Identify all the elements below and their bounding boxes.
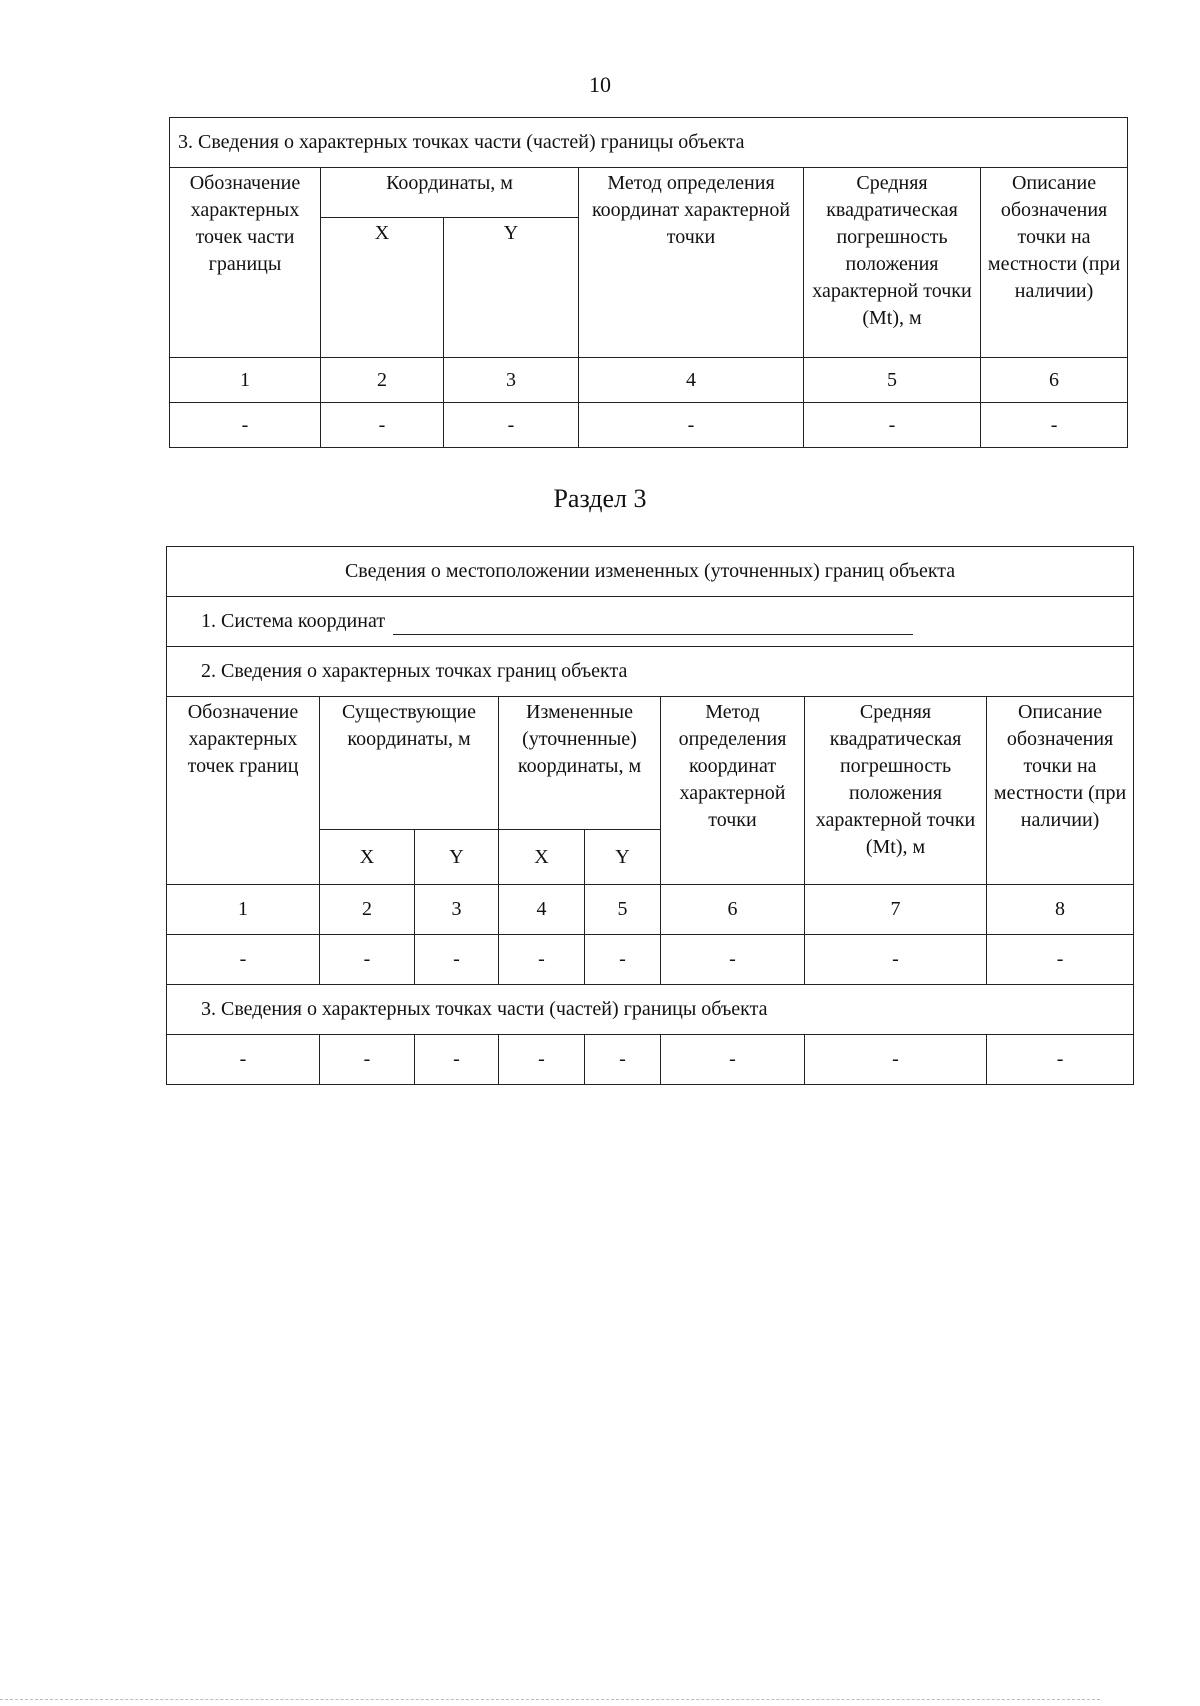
table-cell: - bbox=[804, 403, 981, 448]
table-cell: - bbox=[321, 403, 444, 448]
header-method: Метод определения координат характерной точки bbox=[661, 697, 805, 885]
column-number: 4 bbox=[499, 885, 585, 935]
header-changed-coordinates: Измененные (уточненные) координаты, м bbox=[499, 697, 661, 830]
table-cell: - bbox=[585, 935, 661, 985]
table-cell: - bbox=[415, 1035, 499, 1085]
characteristic-points-table bbox=[169, 117, 1128, 448]
column-number: 1 bbox=[170, 358, 321, 403]
page-number: 10 bbox=[589, 72, 611, 97]
header-error: Средняя квадратическая погрешность положения характерной точки (Mt), м bbox=[805, 697, 987, 885]
column-number: 3 bbox=[415, 885, 499, 935]
column-number: 2 bbox=[321, 358, 444, 403]
parts-title: 3. Сведения о характерных точках части (частей) границы объекта bbox=[167, 985, 1134, 1035]
table-cell: - bbox=[415, 935, 499, 985]
table-cell: - bbox=[167, 1035, 320, 1085]
table-cell: - bbox=[585, 1035, 661, 1085]
header-x: X bbox=[321, 218, 444, 358]
table-cell: - bbox=[320, 935, 415, 985]
table-cell: - bbox=[805, 935, 987, 985]
column-number: 8 bbox=[987, 885, 1134, 935]
scan-edge-line bbox=[0, 1699, 1100, 1700]
column-number: 3 bbox=[444, 358, 579, 403]
table-cell: - bbox=[987, 935, 1134, 985]
table-cell: - bbox=[499, 935, 585, 985]
table-cell: - bbox=[499, 1035, 585, 1085]
points-title: 2. Сведения о характерных точках границ объекта bbox=[167, 647, 1134, 697]
header-coordinates: Координаты, м bbox=[321, 168, 579, 218]
header-designation: Обозначение характерных точек границ bbox=[167, 697, 320, 885]
table-title: Сведения о местоположении измененных (уточненных) границ объекта bbox=[167, 547, 1134, 597]
table-cell: - bbox=[661, 1035, 805, 1085]
header-description: Описание обозначения точки на местности (при наличии) bbox=[981, 168, 1128, 358]
header-designation: Обозначение характерных точек части границы bbox=[170, 168, 321, 358]
header-x: X bbox=[499, 830, 585, 885]
column-number: 1 bbox=[167, 885, 320, 935]
table-cell: - bbox=[661, 935, 805, 985]
header-method: Метод определения координат характерной точки bbox=[579, 168, 804, 358]
table-cell: - bbox=[981, 403, 1128, 448]
column-number: 5 bbox=[804, 358, 981, 403]
column-number: 5 bbox=[585, 885, 661, 935]
header-y: Y bbox=[415, 830, 499, 885]
changed-boundaries-table bbox=[166, 546, 1134, 1085]
column-number: 2 bbox=[320, 885, 415, 935]
header-existing-coordinates: Существующие координаты, м bbox=[320, 697, 499, 830]
header-y: Y bbox=[585, 830, 661, 885]
table-cell: - bbox=[167, 935, 320, 985]
table-cell: - bbox=[320, 1035, 415, 1085]
header-description: Описание обозначения точки на местности (при наличии) bbox=[987, 697, 1134, 885]
column-number: 6 bbox=[661, 885, 805, 935]
coordinate-system-blank bbox=[393, 614, 913, 635]
table-title: 3. Сведения о характерных точках части (частей) границы объекта bbox=[170, 118, 1128, 168]
table-cell: - bbox=[170, 403, 321, 448]
header-x: X bbox=[320, 830, 415, 885]
coordinate-system-label: 1. Система координат bbox=[201, 610, 386, 632]
table-cell: - bbox=[987, 1035, 1134, 1085]
coordinate-system-row bbox=[167, 597, 1134, 647]
column-number: 7 bbox=[805, 885, 987, 935]
section-title: Раздел 3 bbox=[553, 484, 647, 513]
column-number: 6 bbox=[981, 358, 1128, 403]
header-error: Средняя квадратическая погрешность положения характерной точки (Mt), м bbox=[804, 168, 981, 358]
column-number: 4 bbox=[579, 358, 804, 403]
header-y: Y bbox=[444, 218, 579, 358]
table-cell: - bbox=[444, 403, 579, 448]
table-cell: - bbox=[805, 1035, 987, 1085]
table-cell: - bbox=[579, 403, 804, 448]
